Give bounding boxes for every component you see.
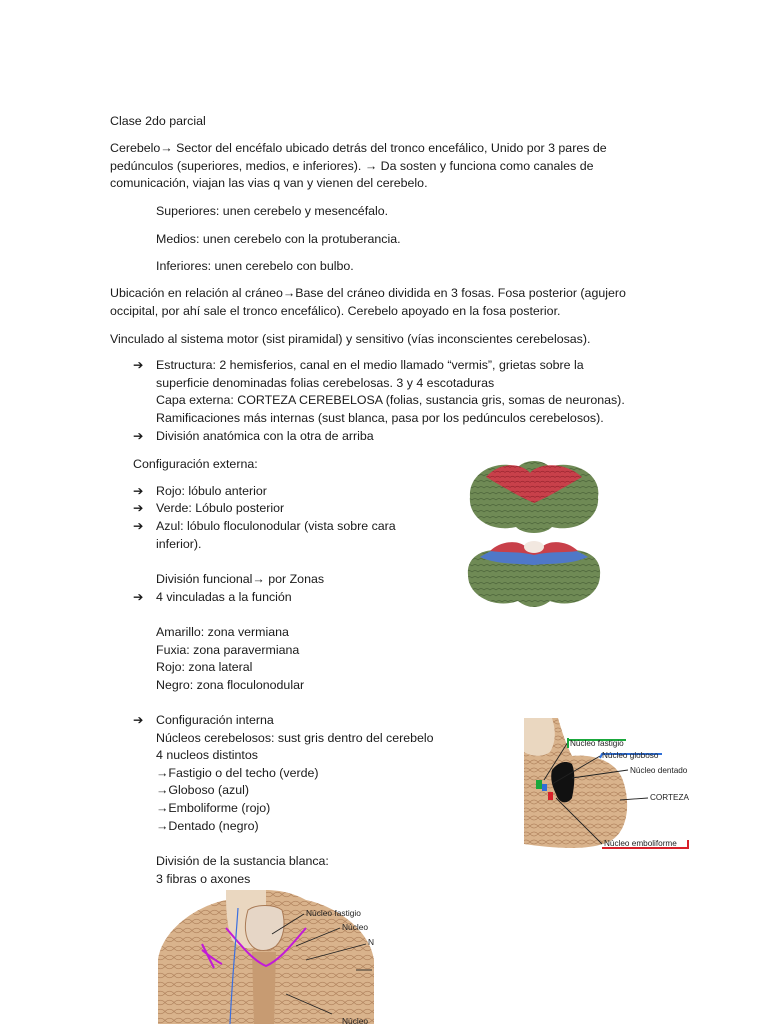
peduncle-inferior: Inferiores: unen cerebelo con bulbo. bbox=[156, 259, 354, 273]
lobe-blue-bullet bbox=[133, 518, 433, 553]
intro-paragraph bbox=[110, 140, 645, 193]
structure-bullet bbox=[133, 357, 643, 427]
lobe-red-bullet bbox=[133, 483, 433, 501]
internal-line: →Dentado (negro) bbox=[156, 818, 259, 833]
white-matter-figure bbox=[156, 890, 378, 1024]
internal-line: →Globoso (azul) bbox=[156, 783, 249, 798]
emboliforme-mark bbox=[548, 792, 553, 800]
zone-item: Fuxia: zona paravermiana bbox=[156, 642, 300, 657]
globoso-mark bbox=[542, 784, 547, 791]
internal-line: Configuración interna bbox=[156, 713, 274, 727]
label-n: N bbox=[368, 937, 375, 947]
arrow-bullet-icon: ➔ bbox=[133, 429, 144, 443]
label-corteza: CORTEZA bbox=[650, 793, 689, 802]
structure-line: Capa externa: CORTEZA CEREBELOSA (folias, sustancia gris, somas de neuronas). bbox=[156, 393, 625, 408]
label-fastigio-2: Núcleo fastigio bbox=[306, 908, 361, 918]
page-title: Clase 2do parcial bbox=[110, 114, 206, 128]
label-dentado: Núcleo dentado bbox=[630, 766, 688, 775]
internal-line: Núcleos cerebelosos: sust gris dentro del cerebelo bbox=[156, 730, 434, 745]
internal-line: →Emboliforme (rojo) bbox=[156, 800, 271, 815]
structure-line: Ramificaciones más internas (sust blanca, pasa por los pedúnculos cerebelosos). bbox=[156, 410, 604, 425]
arrow-bullet-icon: ➔ bbox=[133, 519, 144, 533]
label-globoso: Núcleo globoso bbox=[602, 751, 659, 760]
white-matter-line: 3 fibras o axones bbox=[156, 871, 251, 886]
zones-list bbox=[156, 624, 691, 694]
division-anatomica-bullet bbox=[133, 428, 643, 446]
intro-text: Sector del encéfalo ubicado detrás del tronco encefálico, Unido por 3 pares de pedúnculos (superiores, medios, e inferiores). → Da sosten y funciona como canales de comunicación, viajan las vias q van y vienen del cerebelo. bbox=[110, 141, 607, 191]
nuclei-section bbox=[524, 718, 627, 848]
intro-term: Cerebelo bbox=[110, 141, 161, 155]
label-nucleo-2: Núcleo bbox=[342, 1016, 369, 1024]
label-emboliforme: Núcleo emboliforme bbox=[604, 839, 677, 848]
location-paragraph: Ubicación en relación al cráneo→Base del cráneo dividida en 3 fosas. Fosa posterior (agujero occipital, por ahí sale el tronco encefálico). Cerebelo apoyado en la fosa posterior. bbox=[110, 286, 626, 318]
peduncle-middle: Medios: unen cerebelo con la protuberancia. bbox=[156, 232, 401, 246]
zone-item: Amarillo: zona vermiana bbox=[156, 625, 289, 639]
lobe-blue-text: Azul: lóbulo floculonodular (vista sobre cara bbox=[156, 519, 396, 533]
functional-division: División funcional→ por Zonas bbox=[156, 572, 325, 586]
arrow-bullet-icon: ➔ bbox=[133, 713, 144, 727]
function-text: 4 vinculadas a la función bbox=[156, 590, 292, 604]
arrow-bullet-icon: ➔ bbox=[133, 590, 144, 604]
label-fastigio: Núcleo fastigio bbox=[570, 739, 624, 748]
peduncle-superior: Superiores: unen cerebelo y mesencéfalo. bbox=[156, 204, 389, 218]
inferior-view bbox=[468, 541, 600, 607]
internal-line: →Fastigio o del techo (verde) bbox=[156, 765, 319, 780]
intro-arrow: → bbox=[160, 141, 173, 155]
superior-view bbox=[470, 461, 598, 533]
zone-item: Negro: zona floculonodular bbox=[156, 677, 305, 692]
function-bullet bbox=[133, 589, 433, 607]
cerebellar-nuclei-figure bbox=[522, 718, 694, 856]
internal-line: 4 nucleos distintos bbox=[156, 748, 258, 763]
cerebellum-lobes-figure bbox=[460, 455, 608, 610]
lobe-blue-text-cont: inferior). bbox=[156, 536, 202, 551]
white-matter-section bbox=[156, 853, 691, 888]
zone-item: Rojo: zona lateral bbox=[156, 660, 253, 675]
arrow-bullet-icon: ➔ bbox=[133, 501, 144, 515]
white-matter-line: División de la sustancia blanca: bbox=[156, 854, 329, 868]
internal-config-bullet bbox=[133, 712, 493, 835]
structure-line: Estructura: 2 hemisferios, canal en el medio llamado “vermis”, grietas sobre la bbox=[156, 358, 584, 372]
arrow-bullet-icon: ➔ bbox=[133, 484, 144, 498]
external-config-heading: Configuración externa: bbox=[133, 457, 258, 471]
linked-paragraph: Vinculado al sistema motor (sist piramidal) y sensitivo (vías inconscientes cerebelosas). bbox=[110, 332, 591, 346]
structure-line: superficie denominadas folias cerebelosas. 3 y 4 escotaduras bbox=[156, 375, 495, 390]
lobe-green-bullet bbox=[133, 500, 433, 518]
division-anatomica-text: División anatómica con la otra de arriba bbox=[156, 429, 374, 443]
label-nucleo-1: Núcleo bbox=[342, 922, 369, 932]
lobe-red-text: Rojo: lóbulo anterior bbox=[156, 484, 267, 498]
arrow-bullet-icon: ➔ bbox=[133, 358, 144, 372]
lobe-green-text: Verde: Lóbulo posterior bbox=[156, 501, 285, 515]
fastigio-mark bbox=[536, 780, 542, 789]
